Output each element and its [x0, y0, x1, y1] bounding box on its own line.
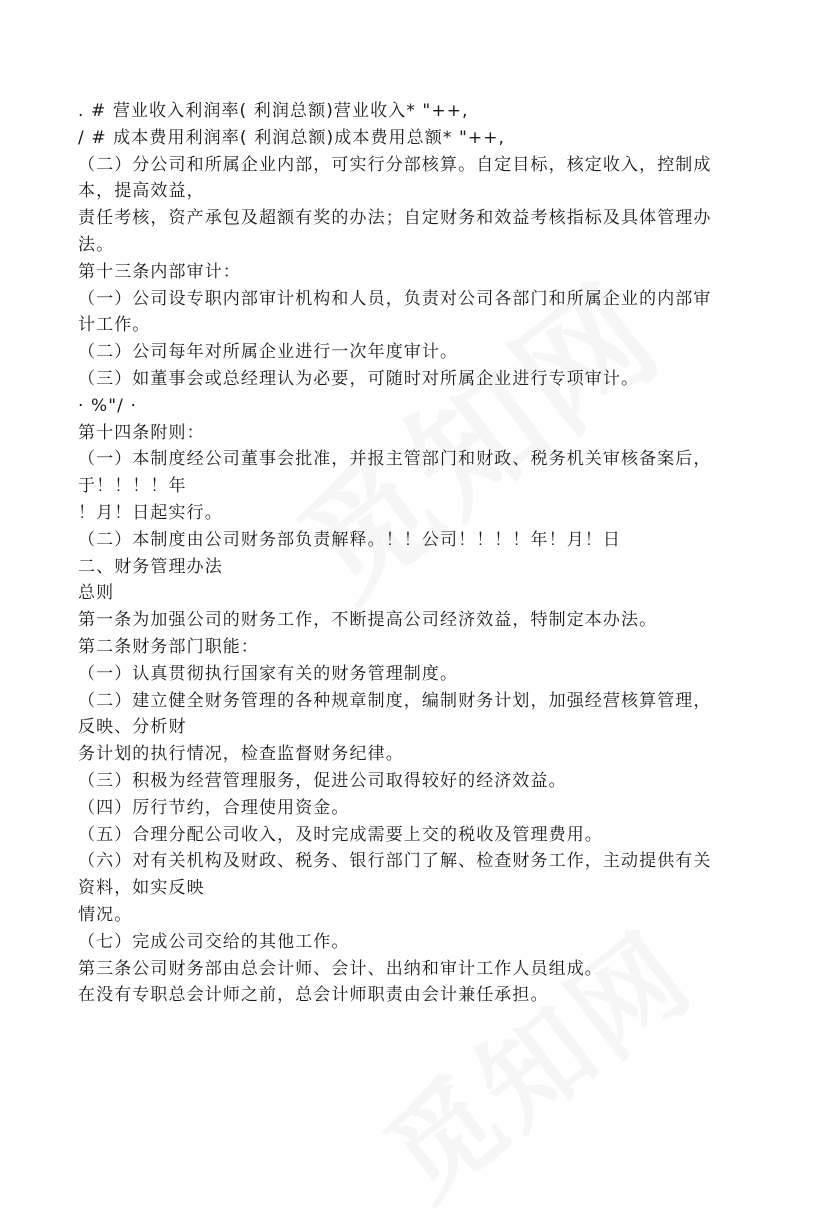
text-line: （六）对有关机构及财政、税务、银行部门了解、检查财务工作，主动提供有关 — [78, 851, 712, 872]
text-line: 于！！！！年 — [78, 476, 187, 497]
text-line: 在没有专职总会计师之前，总会计师职责由会计兼任承担。 — [78, 985, 549, 1006]
text-line: （三）如董事会或总经理认为必要，可随时对所属企业进行专项审计。 — [78, 368, 640, 389]
text-line: . # 营业收入利润率( 利润总额)营业收入* "++, — [78, 101, 469, 121]
text-line: （二）公司每年对所属企业进行一次年度审计。 — [78, 342, 459, 363]
text-line: （一）本制度经公司董事会批准，并报主管部门和财政、税务机关审核备案后， — [78, 449, 712, 470]
text-line: 责任考核，资产承包及超额有奖的办法；自定财务和效益考核指标及具体管理办 — [78, 208, 712, 229]
section-heading: 第十三条内部审计： — [78, 261, 241, 282]
text-line: 计工作。 — [78, 315, 151, 336]
text-line: 资料，如实反映 — [78, 878, 205, 899]
text-line: （七）完成公司交给的其他工作。 — [78, 931, 350, 952]
text-line: 情况。 — [78, 904, 133, 925]
text-line: （二）本制度由公司财务部负责解释。！！公司！！！！年！月！日 — [78, 529, 621, 550]
text-line: （四）厉行节约，合理使用资金。 — [78, 797, 350, 818]
text-line: （二）分公司和所属企业内部，可实行分部核算。自定目标，核定收入，控制成 — [78, 154, 712, 175]
text-line: （五）合理分配公司收入，及时完成需要上交的税收及管理费用。 — [78, 824, 603, 845]
text-line: 第三条公司财务部由总会计师、会计、出纳和审计工作人员组成。 — [78, 958, 603, 979]
text-line: 本，提高效益， — [78, 181, 205, 202]
document-body — [78, 98, 768, 1009]
section-heading: 总则 — [78, 583, 115, 604]
text-line: （三）积极为经营管理服务，促进公司取得较好的经济效益。 — [78, 770, 567, 791]
text-line: （一）公司设专职内部审计机构和人员，负责对公司各部门和所属企业的内部审 — [78, 288, 712, 309]
section-heading: 第十四条附则： — [78, 422, 205, 443]
text-line: （一）认真贯彻执行国家有关的财务管理制度。 — [78, 663, 459, 684]
section-heading: 二、财务管理办法 — [78, 556, 223, 577]
text-line: 法。 — [78, 234, 115, 255]
text-line: / # 成本费用利润率( 利润总额)成本费用总额* "++, — [78, 127, 506, 148]
text-line: （二）建立健全财务管理的各种规章制度，编制财务计划，加强经营核算管理， — [78, 690, 712, 711]
text-line: · %"/ · — [78, 395, 138, 416]
section-heading: 第二条财务部门职能： — [78, 636, 259, 657]
text-line: ！月！日起实行。 — [78, 502, 223, 523]
text-line: 反映、分析财 — [78, 717, 187, 738]
text-line: 第一条为加强公司的财务工作，不断提高公司经济效益，特制定本办法。 — [78, 610, 658, 631]
text-line: 务计划的执行情况，检查监督财务纪律。 — [78, 744, 404, 765]
